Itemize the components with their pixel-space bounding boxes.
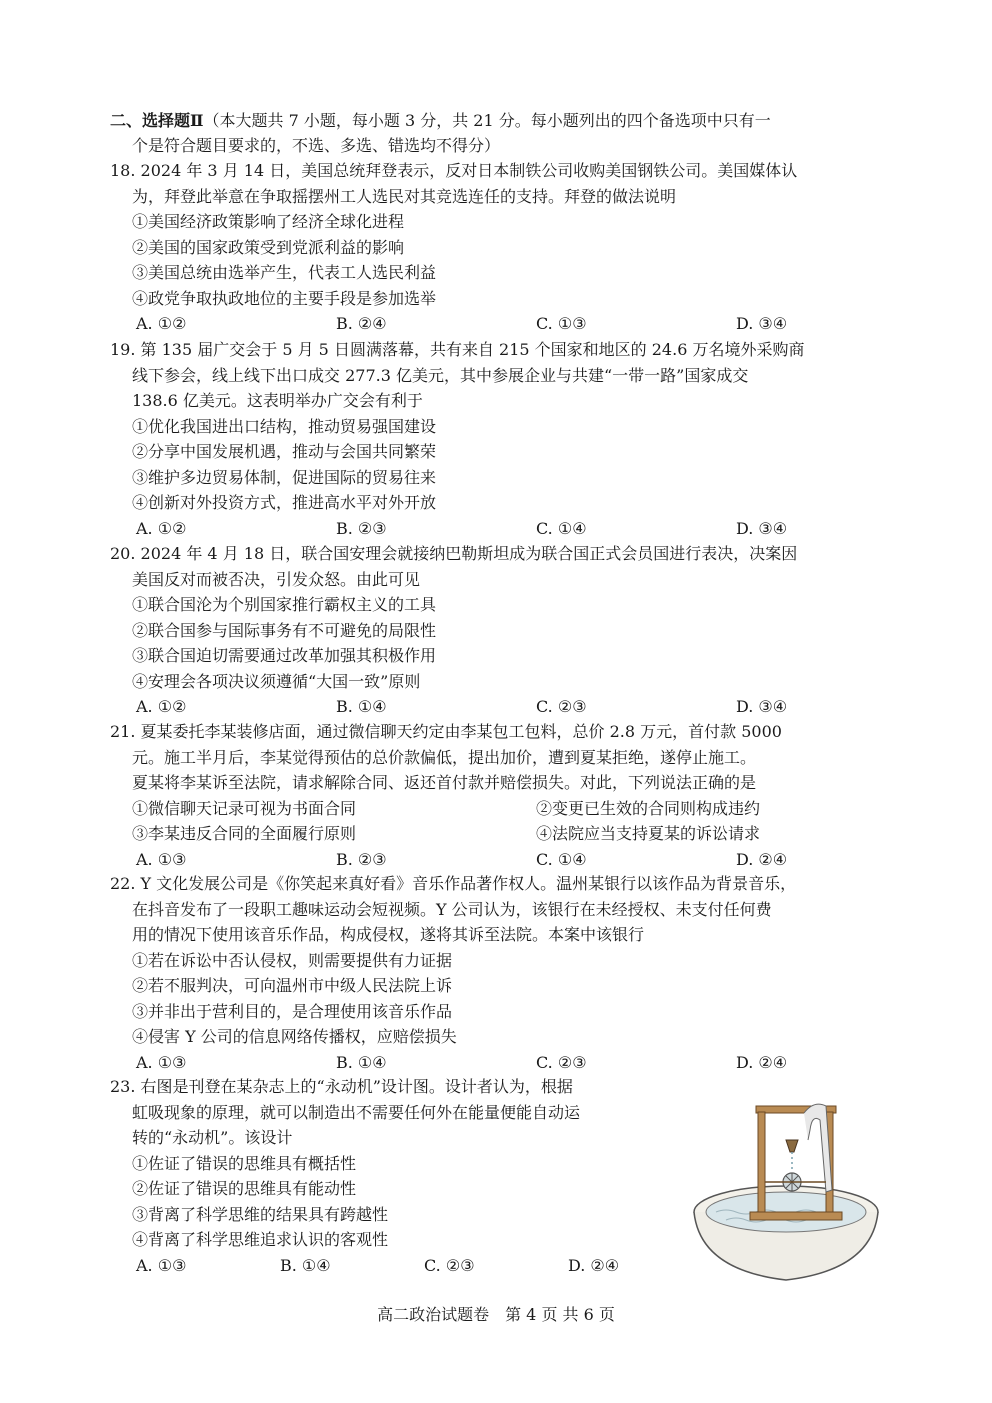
answer-row [110, 694, 890, 720]
answer-c: C. ②③ [536, 697, 587, 716]
answer-c: C. ①④ [536, 849, 587, 869]
question-stem: 21. 夏某委托李某装修店面，通过微信聊天约定由李某包工包料，总价 2.8 万元，首付款 5000 [110, 722, 782, 741]
statement: ④安理会各项决议须遵循“大国一致”原则 [132, 671, 421, 691]
question-stem: 美国反对而被否决，引发众怒。由此可见 [132, 569, 421, 589]
statement: ②美国的国家政策受到党派利益的影响 [132, 237, 405, 257]
question-stem: 22. Y 文化发展公司是《你笑起来真好看》音乐作品著作权人。温州某银行以该作品为背景音乐， [110, 874, 797, 893]
answer-c: C. ①④ [536, 518, 587, 538]
answer-a: A. ①③ [136, 1052, 187, 1072]
perpetual-motion-machine-illustration [686, 1100, 886, 1285]
statement: ②联合国参与国际事务有不可避免的局限性 [132, 620, 437, 640]
answer-b: B. ①④ [336, 697, 387, 716]
statement: ②佐证了错误的思维具有能动性 [132, 1179, 357, 1198]
question-stem: 元。施工半月后，李某觉得预估的总价款偏低，提出加价，遭到夏某拒绝，遂停止施工。 [132, 747, 757, 767]
statement: ①美国经济政策影响了经济全球化进程 [132, 212, 405, 231]
answer-a: A. ①③ [136, 849, 187, 869]
answer-d: D. ③④ [736, 314, 788, 333]
statement: ②分享中国发展机遇，推动与会国共同繁荣 [132, 442, 437, 461]
answer-d: D. ②④ [736, 1052, 788, 1072]
page-footer: 高二政治试题卷 第 4 页 共 6 页 [377, 1305, 615, 1324]
question-stem: 线下参会，线上线下出口成交 277.3 亿美元，其中参展企业与共建“一带一路”国家成交 [132, 365, 749, 385]
statement: ①若在诉讼中否认侵权，则需要提供有力证据 [132, 950, 453, 970]
statement: ④政党争取执政地位的主要手段是参加选举 [132, 288, 437, 308]
statement: ④法院应当支持夏某的诉讼请求 [536, 824, 761, 843]
statement: ③李某违反合同的全面履行原则 [132, 824, 357, 843]
question-stem: 20. 2024 年 4 月 18 日，联合国安理会就接纳巴勒斯坦成为联合国正式会员国进行表决，决案因 [110, 544, 798, 563]
statement: ④背离了科学思维追求认识的客观性 [132, 1230, 389, 1249]
question-18 [110, 158, 890, 337]
question-stem: 转的“永动机”。该设计 [132, 1128, 293, 1147]
statement: ①佐证了错误的思维具有概括性 [132, 1153, 357, 1173]
section-title: 二、选择题Ⅱ [110, 111, 204, 130]
answer-row [110, 847, 890, 873]
answer-a: A. ①② [136, 518, 187, 538]
answer-d: D. ③④ [736, 697, 788, 716]
answer-b: B. ①④ [280, 1255, 331, 1275]
statement: ②若不服判决，可向温州市中级人民法院上诉 [132, 976, 453, 995]
statement: ③背离了科学思维的结果具有跨越性 [132, 1204, 389, 1224]
question-stem: 为，拜登此举意在争取摇摆州工人选民对其竞选连任的支持。拜登的做法说明 [132, 186, 677, 206]
answer-row [110, 516, 890, 542]
statement: ①微信聊天记录可视为书面合同 [132, 798, 357, 818]
statement: ②变更已生效的合同则构成违约 [536, 798, 761, 818]
question-stem: 在抖音发布了一段职工趣味运动会短视频。Y 公司认为，该银行在未经授权、未支付任何费 [132, 899, 772, 919]
question-stem: 虹吸现象的原理，就可以制造出不需要任何外在能量便能自动运 [132, 1102, 581, 1122]
question-20 [110, 541, 890, 720]
section-desc-line1: （本大题共 7 小题，每小题 3 分，共 21 分。每小题列出的四个备选项中只有一 [203, 111, 771, 130]
question-stem: 138.6 亿美元。这表明举办广交会有利于 [132, 391, 423, 410]
section-header [110, 108, 890, 158]
answer-d: D. ②④ [568, 1255, 620, 1275]
statement: ④创新对外投资方式，推进高水平对外开放 [132, 493, 437, 512]
answer-d: D. ③④ [736, 518, 788, 538]
statement: ③并非出于营利目的，是合理使用该音乐作品 [132, 1001, 453, 1021]
answer-b: B. ①④ [336, 1052, 387, 1072]
answer-c: C. ②③ [536, 1052, 587, 1072]
statement-row [110, 796, 890, 822]
answer-b: B. ②③ [336, 849, 387, 869]
answer-a: A. ①③ [136, 1255, 187, 1275]
answer-d: D. ②④ [736, 849, 788, 869]
statement: ③美国总统由选举产生，代表工人选民利益 [132, 263, 437, 282]
question-23 [110, 1074, 680, 1278]
statement: ③联合国迫切需要通过改革加强其积极作用 [132, 646, 437, 665]
question-stem: 用的情况下使用该音乐作品，构成侵权，遂将其诉至法院。本案中该银行 [132, 925, 645, 944]
answer-row [110, 311, 890, 337]
answer-c: C. ②③ [424, 1255, 475, 1275]
question-stem: 18. 2024 年 3 月 14 日，美国总统拜登表示，反对日本制铁公司收购美国钢铁公司。美国媒体认 [110, 161, 798, 180]
answer-a: A. ①② [136, 697, 187, 716]
section-desc-line2: 个是符合题目要求的，不选、多选、错选均不得分） [132, 136, 501, 155]
question-stem: 夏某将李某诉至法院，请求解除合同、返还首付款并赔偿损失。对此，下列说法正确的是 [132, 773, 757, 792]
statement: ④侵害 Y 公司的信息网络传播权，应赔偿损失 [132, 1027, 457, 1046]
question-19 [110, 337, 890, 541]
statement: ③维护多边贸易体制，促进国际的贸易往来 [132, 467, 437, 487]
statement: ①优化我国进出口结构，推动贸易强国建设 [132, 416, 437, 436]
answer-row [110, 1253, 680, 1279]
question-stem: 23. 右图是刊登在某杂志上的“永动机”设计图。设计者认为，根据 [110, 1077, 573, 1096]
answer-b: B. ②④ [336, 314, 387, 333]
statement-row [110, 821, 890, 847]
answer-b: B. ②③ [336, 518, 387, 538]
answer-a: A. ①② [136, 314, 187, 333]
question-stem: 19. 第 135 届广交会于 5 月 5 日圆满落幕，共有来自 215 个国家和地区的 24.6 万名境外采购商 [110, 340, 805, 359]
answer-c: C. ①③ [536, 314, 587, 333]
question-22 [110, 871, 890, 1075]
question-21 [110, 719, 890, 872]
answer-row [110, 1050, 890, 1076]
statement: ①联合国沦为个别国家推行霸权主义的工具 [132, 595, 437, 614]
